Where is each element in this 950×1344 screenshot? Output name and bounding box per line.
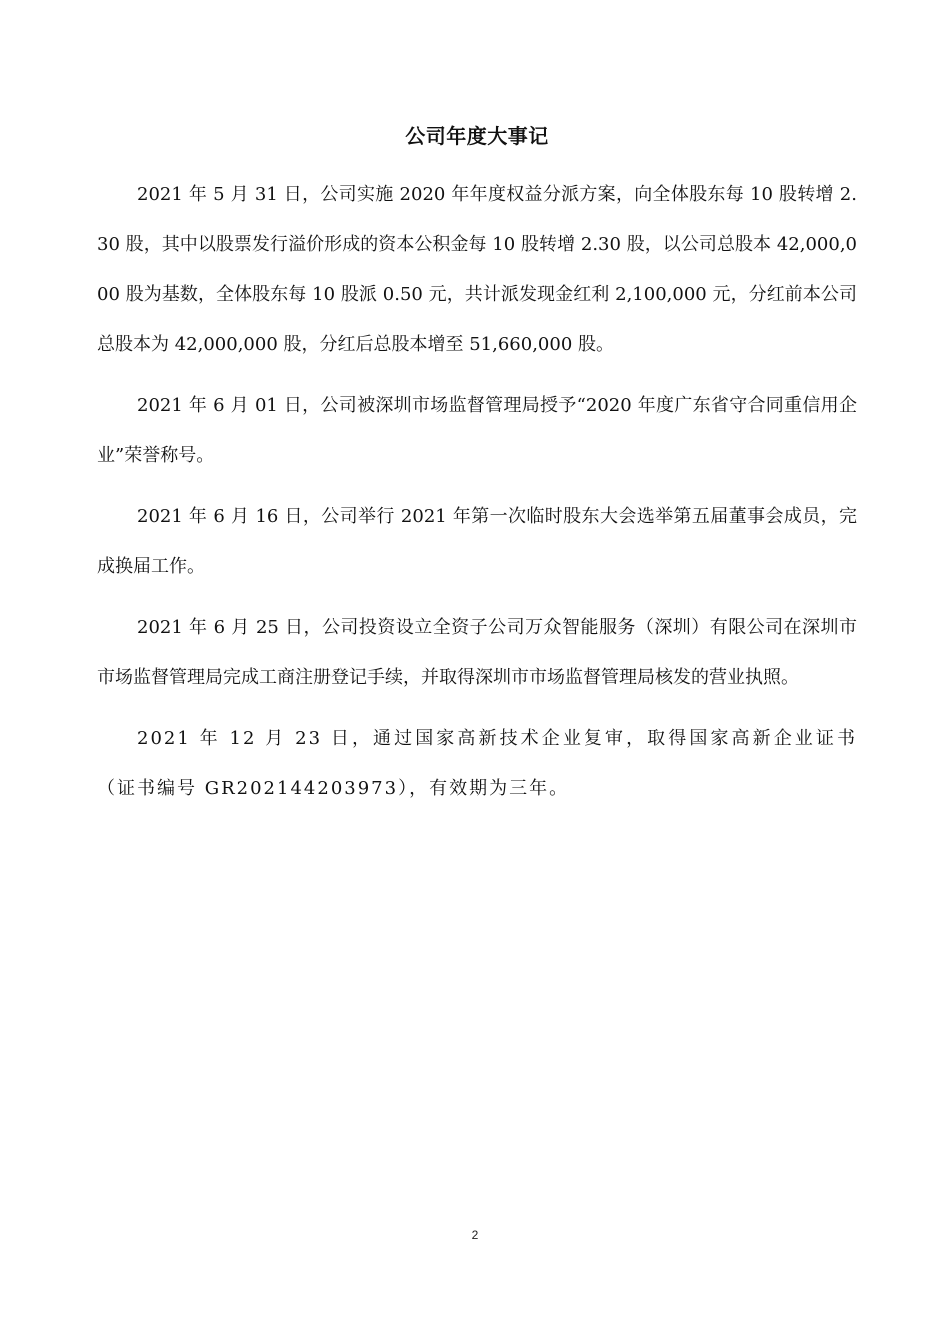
page-number: 2 — [471, 1228, 479, 1242]
event-paragraph-dividend: 2021 年 5 月 31 日，公司实施 2020 年年度权益分派方案，向全体股东每 10 股转增 2.30 股，其中以股票发行溢价形成的资本公积金每 10 股转增 2.30 股，以公司总股本 42,000,000 股为基数，全体股东每 10 股派 0.50 元，共计派发现金红利 2,100,000 元，分红前本公司总股本为 42,000,000 股，分红后总股本增至 51,660,000 股。 — [97, 184, 857, 355]
event-paragraph-hightech-certificate: 2021 年 12 月 23 日，通过国家高新技术企业复审，取得国家高新企业证书（证书编号 GR202144203973），有效期为三年。 — [97, 728, 857, 799]
event-paragraph-board-election: 2021 年 6 月 16 日，公司举行 2021 年第一次临时股东大会选举第五届董事会成员，完成换届工作。 — [97, 506, 857, 577]
event-paragraph-subsidiary: 2021 年 6 月 25 日，公司投资设立全资子公司万众智能服务（深圳）有限公司在深圳市市场监督管理局完成工商注册登记手续，并取得深圳市市场监督管理局核发的营业执照。 — [97, 617, 857, 688]
event-paragraph-honor: 2021 年 6 月 01 日，公司被深圳市场监督管理局授予“2020 年度广东省守合同重信用企业”荣誉称号。 — [97, 395, 857, 466]
document-body — [97, 120, 857, 825]
page-title: 公司年度大事记 — [405, 124, 549, 148]
event-list — [97, 170, 857, 814]
